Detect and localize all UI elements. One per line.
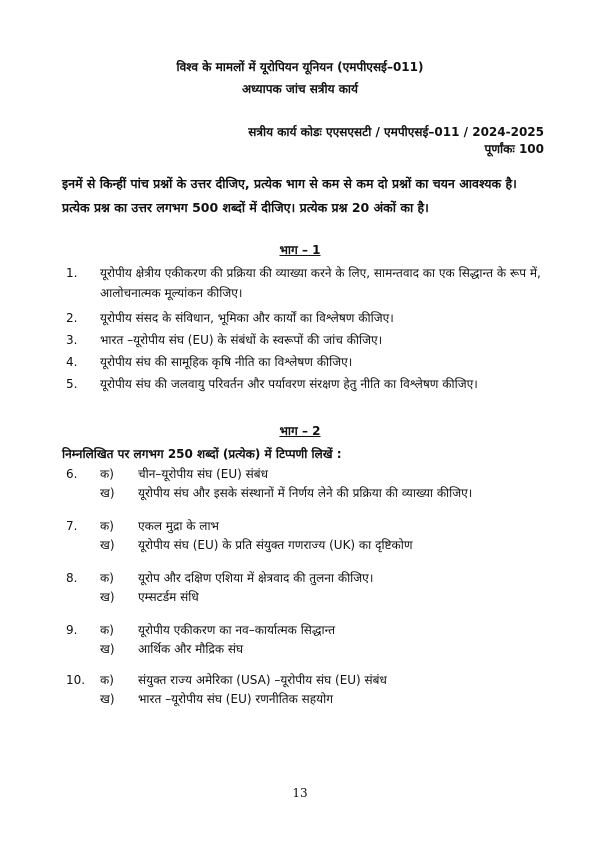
document-subtitle: अध्यापक जांच सत्रीय कार्य	[241, 82, 359, 96]
sub-label: ख)	[100, 486, 115, 500]
assignment-code-block	[248, 124, 544, 158]
question-text: भारत –यूरोपीय संघ (EU) के संबंधों के स्वरूपों की जांच कीजिए।	[100, 333, 383, 347]
question-6	[66, 465, 546, 503]
question-3	[66, 330, 546, 350]
question-number: 3.	[66, 333, 78, 347]
sub-label: क)	[100, 623, 114, 637]
sub-label: ख)	[100, 538, 115, 552]
sub-label: क)	[100, 467, 114, 481]
question-number: 7.	[66, 519, 78, 533]
sub-label: ख)	[100, 590, 115, 604]
question-number: 10.	[66, 673, 86, 687]
general-instructions: इनमें से किन्हीं पांच प्रश्नों के उत्तर दीजिए, प्रत्येक भाग से कम से कम दो प्रश्नों का चयन आवश्यक है। प्रत्येक प्रश्न का उत्तर लगभग 500 शब्दों में दीजिए। प्रत्येक प्रश्न 20 अंकों का है।	[62, 176, 517, 215]
question-number: 8.	[66, 571, 78, 585]
max-marks: पूर्णांकः 100	[484, 142, 544, 156]
page-number: 13	[292, 786, 308, 800]
question-1	[66, 263, 546, 303]
question-number: 4.	[66, 355, 78, 369]
question-number: 6.	[66, 467, 78, 481]
sub-text: यूरोपीय एकीकरण का नव–कार्यात्मक सिद्धान्त	[138, 623, 336, 637]
question-number: 2.	[66, 311, 78, 325]
question-7	[66, 517, 546, 555]
sub-label: क)	[100, 673, 114, 687]
part-2-heading: भाग – 2	[279, 424, 321, 438]
sub-label: ख)	[100, 692, 115, 706]
question-10	[66, 671, 546, 709]
sub-text: आर्थिक और मौद्रिक संघ	[138, 642, 244, 656]
question-2	[66, 308, 546, 328]
question-number: 5.	[66, 377, 78, 391]
part-1-heading: भाग – 1	[279, 243, 321, 257]
part-2-instruction: निम्नलिखित पर लगभग 250 शब्दों (प्रत्येक) में टिप्पणी लिखें :	[62, 447, 342, 461]
sub-text: एकल मुद्रा के लाभ	[138, 519, 219, 533]
question-text: यूरोपीय संघ की सामूहिक कृषि नीति का विश्लेषण कीजिए।	[100, 355, 353, 369]
question-number: 1.	[66, 266, 78, 280]
sub-text: एम्सटर्डम संधि	[138, 590, 199, 604]
question-4	[66, 352, 546, 372]
sub-label: क)	[100, 571, 114, 585]
question-5	[66, 374, 546, 394]
sub-text: यूरोपीय संघ और इसके संस्थानों में निर्णय लेने की प्रक्रिया की व्याख्या कीजिए।	[138, 486, 473, 500]
question-number: 9.	[66, 623, 78, 637]
sub-label: क)	[100, 519, 114, 533]
sub-text: भारत –यूरोपीय संघ (EU) रणनीतिक सहयोग	[138, 692, 333, 706]
question-text: यूरोपीय क्षेत्रीय एकीकरण की प्रक्रिया की व्याख्या करने के लिए, सामन्तवाद का एक सिद्धान्त के रूप में, आलोचनात्मक मूल्यांकन कीजिए।	[100, 266, 541, 300]
question-8	[66, 569, 546, 607]
document-title: विश्व के मामलों में यूरोपियन यूनियन (एमपीएसई–011)	[176, 60, 424, 74]
question-text: यूरोपीय संघ की जलवायु परिवर्तन और पर्यावरण संरक्षण हेतु नीति का विश्लेषण कीजिए।	[100, 377, 478, 391]
assignment-code: सत्रीय कार्य कोडः एएसएसटी / एमपीएसई–011 / 2024-2025	[248, 125, 544, 139]
question-text: यूरोपीय संसद के संविधान, भूमिका और कार्यों का विश्लेषण कीजिए।	[100, 311, 394, 325]
question-9	[66, 621, 546, 659]
sub-label: ख)	[100, 642, 115, 656]
sub-text: यूरोपीय संघ (EU) के प्रति संयुक्त गणराज्य (UK) का दृष्टिकोण	[138, 538, 413, 552]
sub-text: यूरोप और दक्षिण एशिया में क्षेत्रवाद की तुलना कीजिए।	[138, 571, 374, 585]
sub-text: संयुक्त राज्य अमेरिका (USA) –यूरोपीय संघ (EU) संबंध	[138, 673, 387, 687]
sub-text: चीन–यूरोपीय संघ (EU) संबंध	[138, 467, 268, 481]
